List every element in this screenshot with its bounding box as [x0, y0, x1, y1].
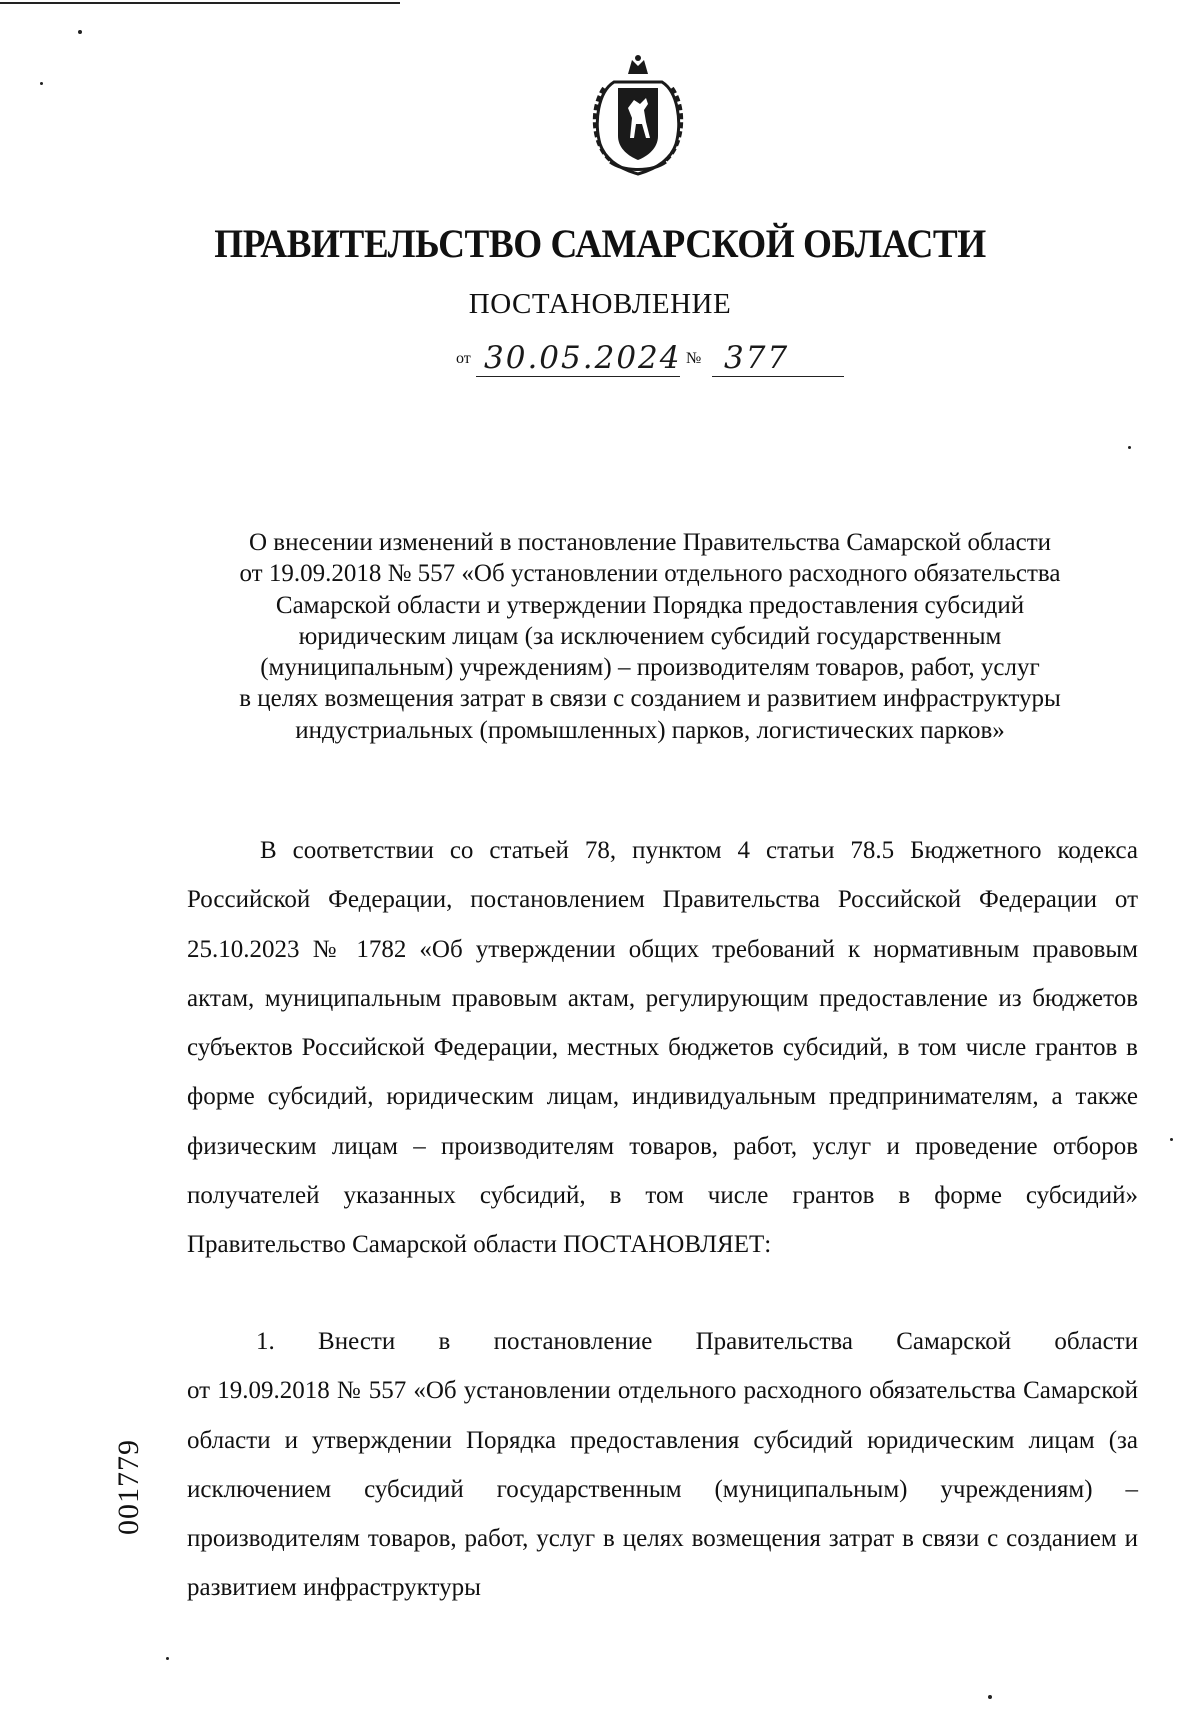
number-underline — [712, 376, 844, 377]
document-type: ПОСТАНОВЛЕНИЕ — [468, 288, 732, 320]
scan-speck — [1128, 446, 1131, 449]
scan-speck — [78, 30, 82, 34]
preamble-paragraph: В соответствии со статьей 78, пунктом 4 статьи 78.5 Бюджетного кодекса Российской Федерации, постановлением Правительства Российской Федерации от 25.10.2023 № 1782 «Об утверждении общих требований к нормативным правовым актам, муниципальным правовым актам, регулирующим предоставление из бюджетов субъектов Российской Федерации, местных бюджетов субсидий, в том числе грантов в форме субсидий, юридическим лицам, индивидуальным предпринимателям, а также физическим лицам – производителям товаров, работ, услуг и проведение отборов получателей указанных субсидий, в том числе грантов в форме субсидий» Правительство Самарской области ПОСТАНОВЛЯЕТ: — [187, 837, 1138, 1259]
handwritten-number: 377 — [724, 340, 790, 376]
item-1-lead-line — [187, 1317, 1138, 1366]
government-title: ПРАВИТЕЛЬСТВО САМАРСКОЙ ОБЛАСТИ — [214, 221, 986, 266]
scan-top-edge-line — [0, 2, 400, 4]
item-1-paragraph — [187, 1317, 1138, 1613]
date-from-label: от — [456, 350, 471, 367]
coat-of-arms-icon — [584, 52, 692, 176]
scan-speck — [1170, 1138, 1173, 1141]
item-1-lead-text: 1. Внести в постановление Правительства Самарской области — [256, 1328, 1138, 1355]
handwritten-date: 30.05.2024 — [484, 340, 682, 376]
scan-speck — [166, 1657, 169, 1660]
scan-speck — [40, 82, 43, 85]
scan-speck — [988, 1695, 992, 1699]
date-underline — [476, 376, 680, 377]
margin-document-number: 001779 — [112, 1439, 145, 1535]
document-subject: О внесении изменений в постановление Правительства Самарской области от 19.09.2018 № 557 «Об установлении отдельного расходного обязательства Самарской области и утверждении Порядка предоставления субсидий юридическим лицам (за исключением субсидий государственным (муниципальным) учреждениям) – производителям товаров, работ, услуг в целях возмещения затрат в связи с созданием и развитием инфраструктуры индустриальных (промышленных) парков, логистических парков» — [239, 529, 1061, 744]
item-1-text: от 19.09.2018 № 557 «Об установлении отдельного расходного обязательства Самарской области и утверждении Порядка предоставления субсидий юридическим лицам (за исключением субсидий государственным (муниципальным) учреждениям) – производителям товаров, работ, услуг в целях возмещения затрат в связи с созданием и развитием инфраструктуры — [187, 1377, 1138, 1602]
number-label: № — [686, 350, 702, 367]
